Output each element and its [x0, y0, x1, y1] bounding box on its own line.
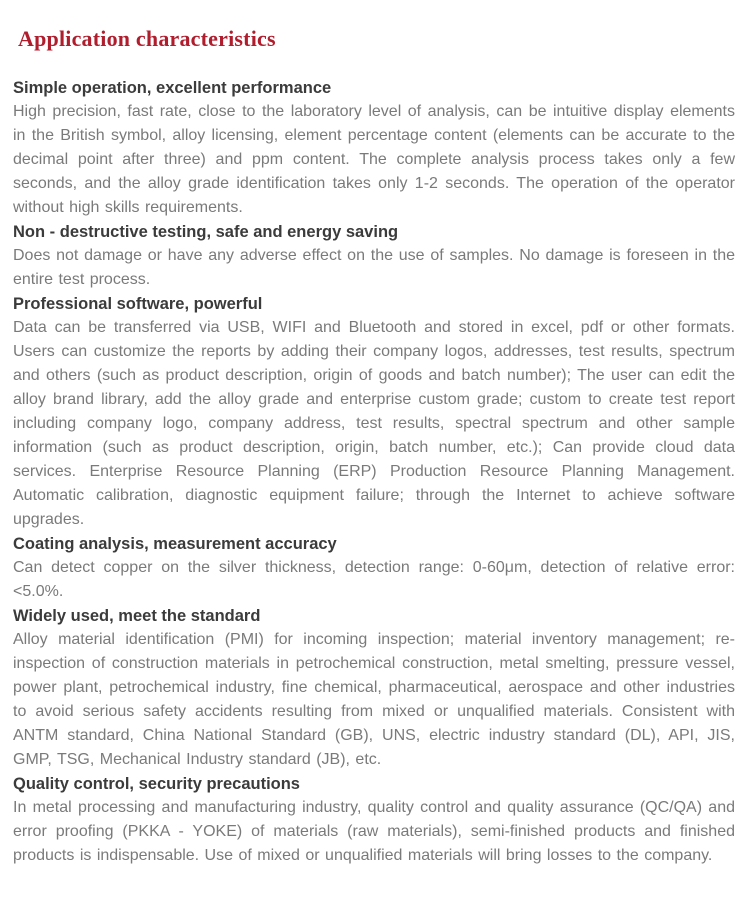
section-non-destructive	[13, 220, 735, 292]
section-simple-operation	[13, 76, 735, 220]
section-heading: Simple operation, excellent performance	[13, 79, 332, 97]
section-body: Can detect copper on the silver thickness, detection range: 0-60μm, detection of relative error: <5.0%.	[13, 559, 735, 600]
section-body: Data can be transferred via USB, WIFI and Bluetooth and stored in excel, pdf or other formats. Users can customize the reports by adding their company logos, addresses, test results, spectrum and others (such as product description, origin of goods and batch number); The user can edit the alloy brand library, add the alloy grade and enterprise custom grade; custom to create test report including company logo, company address, test results, spectral spectrum and other sample information (such as product description, origin, batch number, etc.); Can provide cloud data services. Enterprise Resource Planning (ERP) Production Resource Planning Management. Automatic calibration, diagnostic equipment failure; through the Internet to achieve software upgrades.	[13, 319, 735, 528]
section-heading: Professional software, powerful	[13, 295, 263, 313]
page-title: Application characteristics	[18, 26, 276, 51]
section-professional-software	[13, 292, 735, 532]
section-heading: Non - destructive testing, safe and energy saving	[13, 223, 399, 241]
section-coating-analysis	[13, 532, 735, 604]
section-body: Does not damage or have any adverse effect on the use of samples. No damage is foreseen in the entire test process.	[13, 247, 735, 288]
section-quality-control	[13, 772, 735, 868]
section-body: Alloy material identification (PMI) for incoming inspection; material inventory management; re-inspection of construction materials in petrochemical construction, metal smelting, pressure vessel, power plant, petrochemical industry, fine chemical, pharmaceutical, aerospace and other industries to avoid serious safety accidents resulting from mixed or unqualified materials. Consistent with ANTM standard, China National Standard (GB), UNS, electric industry standard (DL), API, JIS, GMP, TSG, Mechanical Industry standard (JB), etc.	[13, 631, 735, 768]
section-heading: Coating analysis, measurement accuracy	[13, 535, 337, 553]
section-widely-used	[13, 604, 735, 772]
section-body: High precision, fast rate, close to the laboratory level of analysis, can be intuitive display elements in the British symbol, alloy licensing, element percentage content (elements can be accurate to the decimal point after three) and ppm content. The complete analysis process takes only a few seconds, and the alloy grade identification takes only 1-2 seconds. The operation of the operator without high skills requirements.	[13, 103, 735, 216]
section-heading: Quality control, security precautions	[13, 775, 300, 793]
section-heading: Widely used, meet the standard	[13, 607, 261, 625]
section-body: In metal processing and manufacturing industry, quality control and quality assurance (QC/QA) and error proofing (PKKA - YOKE) of materials (raw materials), semi-finished products and finished products is indispensable. Use of mixed or unqualified materials will bring losses to the company.	[13, 799, 735, 864]
